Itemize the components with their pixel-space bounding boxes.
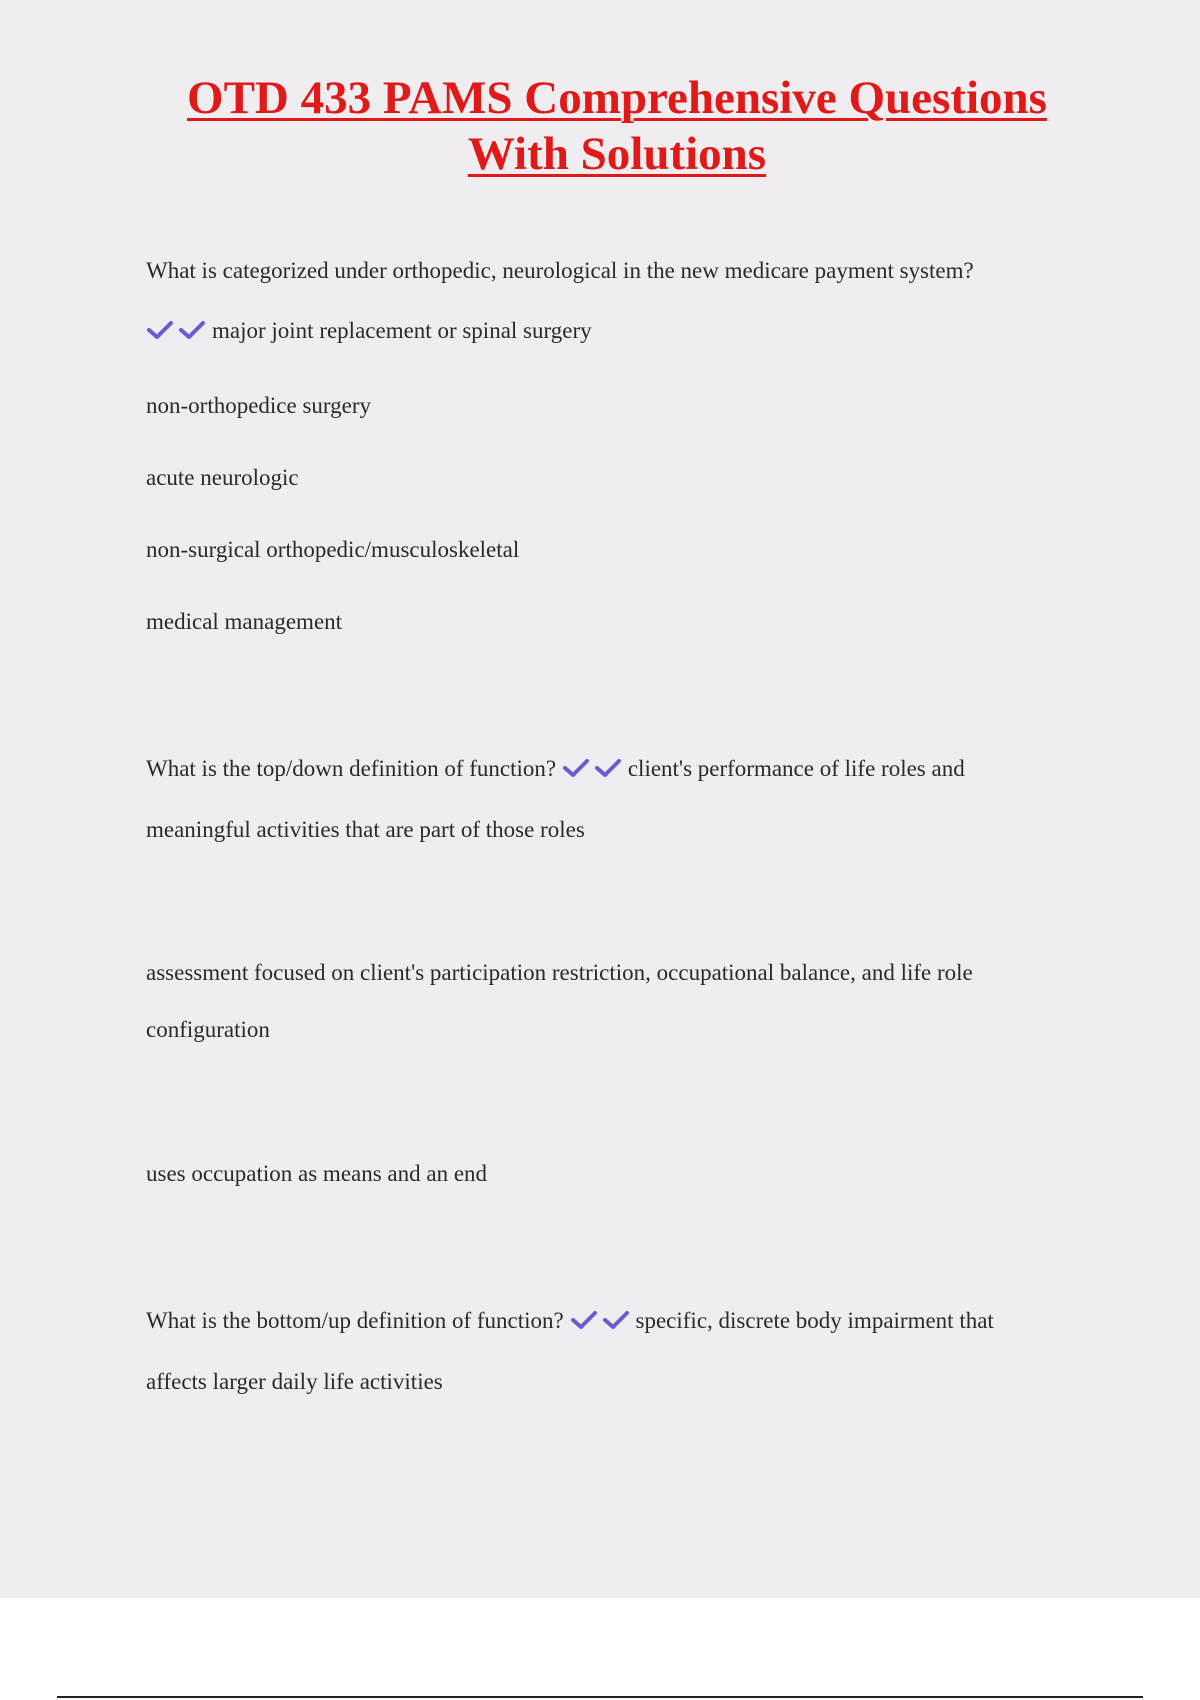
answer-1-text: major joint replacement or spinal surgery (212, 318, 592, 343)
answer-3-text: specific, discrete body impairment that (635, 1308, 994, 1333)
check-icon (146, 319, 174, 341)
question-1-text: What is categorized under orthopedic, neurological in the new medicare payment system? (146, 258, 974, 283)
answer-1-extra-line: acute neurologic (146, 465, 299, 490)
check-icon (178, 319, 206, 341)
question-2 (146, 755, 965, 783)
answer-2-text: client's performance of life roles and (627, 756, 965, 781)
check-icon (570, 1309, 598, 1331)
title-line-2: With Solutions (467, 128, 767, 180)
answer-2-extra-line: assessment focused on client's participation restriction, occupational balance, and life role (146, 960, 973, 985)
double-check-icon (570, 1307, 634, 1335)
question-3-text: What is the bottom/up definition of function? (146, 1308, 564, 1333)
double-check-icon (562, 755, 626, 783)
question-2-text: What is the top/down definition of function? (146, 756, 557, 781)
document-title (0, 70, 1200, 182)
answer-2-extra-line: uses occupation as means and an end (146, 1161, 488, 1186)
question-3 (146, 1307, 994, 1335)
answer-2-extra-line: configuration (146, 1017, 270, 1042)
footer-divider (57, 1696, 1143, 1698)
answer-3-continuation: affects larger daily life activities (146, 1369, 443, 1394)
check-icon (594, 757, 622, 779)
check-icon (602, 1309, 630, 1331)
title-line-1: OTD 433 PAMS Comprehensive Questions (187, 72, 1047, 124)
double-check-icon (146, 317, 210, 345)
answer-1-extra-line: medical management (146, 609, 343, 634)
answer-1 (146, 317, 592, 345)
check-icon (562, 757, 590, 779)
answer-1-extra-line: non-orthopedice surgery (146, 393, 372, 418)
answer-2-continuation: meaningful activities that are part of those roles (146, 817, 585, 842)
answer-1-extra-line: non-surgical orthopedic/musculoskeletal (146, 537, 520, 562)
